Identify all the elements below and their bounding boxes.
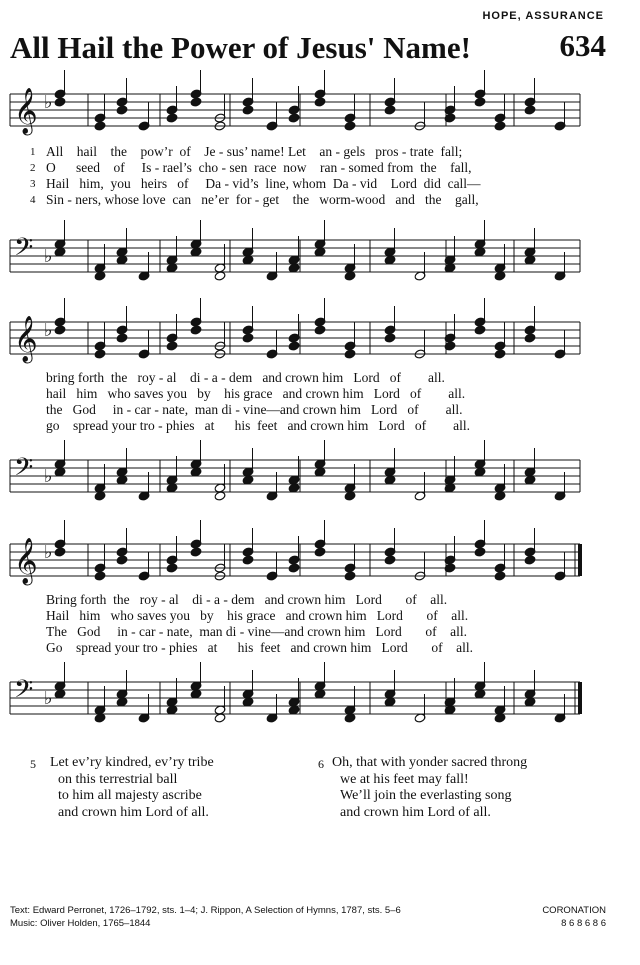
note-head xyxy=(116,555,128,565)
treble-staff-2 xyxy=(0,302,640,372)
note-head xyxy=(242,105,254,115)
bass-clef-icon: 𝄢 xyxy=(14,675,34,710)
treble-clef-icon: 𝄞 xyxy=(14,316,38,362)
note-head xyxy=(54,97,66,107)
note-head xyxy=(494,121,506,131)
stanza-number: 6 xyxy=(318,757,324,771)
verse-number: 2 xyxy=(30,162,36,174)
note-head xyxy=(288,113,300,123)
lyric-line-verse-1: bring forth the roy - al di - a - dem and crown him Lord of all. xyxy=(46,370,445,385)
final-barline xyxy=(578,682,582,714)
lyric-line-verse-2: O seed of Is - rael’s cho - sen race now ran - somed from the fall, xyxy=(46,160,472,175)
note-head xyxy=(344,349,356,359)
note-head xyxy=(494,349,506,359)
note-head xyxy=(474,325,486,335)
lyric-line-verse-4: Sin - ners, whose love can ne’er for - get the worm-wood and the gall, xyxy=(46,192,479,207)
flat-key-signature-icon: ♭ xyxy=(44,466,53,487)
note-head xyxy=(314,547,326,557)
note-head xyxy=(524,105,536,115)
credits xyxy=(10,905,401,930)
note-head xyxy=(474,547,486,557)
note-head xyxy=(190,547,202,557)
stanza-line: to him all majesty ascribe xyxy=(58,788,202,803)
flat-key-signature-icon: ♭ xyxy=(44,320,53,341)
treble-clef-icon: 𝄞 xyxy=(14,538,38,584)
stanza-line: We’ll join the everlasting song xyxy=(340,788,512,803)
note-head xyxy=(190,97,202,107)
note-head xyxy=(166,113,178,123)
lyric-line-verse-1: All hail the pow’r of Je - sus’ name! Let an - gels pros - trate fall; xyxy=(46,144,463,159)
note-head xyxy=(288,341,300,351)
note-head xyxy=(384,333,396,343)
verse-number: 1 xyxy=(30,146,36,158)
section-heading: HOPE, ASSURANCE xyxy=(482,10,604,22)
music-credit: Music: Oliver Holden, 1765–1844 xyxy=(10,917,151,929)
note-head xyxy=(116,333,128,343)
lyric-line-verse-4: go spread your tro - phies at his feet and crown him Lord of all. xyxy=(46,418,471,433)
note-head xyxy=(242,333,254,343)
tune-name: CORONATION xyxy=(542,905,606,916)
lyric-line-verse-3: the God in - car - nate, man di - vine—and crown him Lord of all. xyxy=(46,402,463,417)
note-head xyxy=(474,97,486,107)
bass-clef-icon: 𝄢 xyxy=(14,233,34,268)
stanza-number: 5 xyxy=(30,757,36,771)
note-head xyxy=(314,97,326,107)
note-head xyxy=(242,555,254,565)
note-head xyxy=(94,121,106,131)
text-credit: Text: Edward Perronet, 1726–1792, sts. 1–4; J. Rippon, A Selection of Hymns, 1787, sts. 5–6 xyxy=(10,905,401,916)
note-head xyxy=(116,105,128,115)
hymn-number: 634 xyxy=(559,28,606,63)
note-head xyxy=(524,333,536,343)
note-head xyxy=(94,571,106,581)
stanza-6 xyxy=(332,755,527,821)
treble-staff-1 xyxy=(0,74,640,144)
bass-staff-1 xyxy=(0,220,640,290)
tune-info xyxy=(542,905,606,930)
note-head xyxy=(288,563,300,573)
note-head xyxy=(344,571,356,581)
bass-staff-2 xyxy=(0,440,640,510)
treble-staff-3 xyxy=(0,524,640,594)
stanza-line: and crown him Lord of all. xyxy=(340,804,491,820)
note-head xyxy=(314,325,326,335)
note-head xyxy=(54,547,66,557)
stanza-line: we at his feet may fall! xyxy=(340,771,469,787)
note-head xyxy=(190,325,202,335)
stanza-line: and crown him Lord of all. xyxy=(58,804,209,820)
lyric-line-verse-2: Hail him who saves you by his grace and crown him Lord of all. xyxy=(46,608,469,623)
flat-key-signature-icon: ♭ xyxy=(44,688,53,709)
note-head xyxy=(54,325,66,335)
final-barline xyxy=(578,544,582,576)
treble-clef-icon: 𝄞 xyxy=(14,88,38,134)
stanza-line: on this terrestrial ball xyxy=(58,771,178,787)
stanza-line: Oh, that with yonder sacred throng xyxy=(332,755,528,770)
note-head xyxy=(524,555,536,565)
flat-key-signature-icon: ♭ xyxy=(44,92,53,113)
lyric-line-verse-3: Hail him, you heirs of Da - vid’s line, whom Da - vid Lord did call— xyxy=(46,176,481,191)
lyric-line-verse-3: The God in - car - nate, man di - vine—and crown him Lord of all. xyxy=(46,624,468,639)
verse-number: 3 xyxy=(30,178,36,190)
lyric-line-verse-1: Bring forth the roy - al di - a - dem and crown him Lord of all. xyxy=(46,592,448,607)
note-head xyxy=(494,571,506,581)
flat-key-signature-icon: ♭ xyxy=(44,246,53,267)
lyric-line-verse-4: Go spread your tro - phies at his feet and crown him Lord of all. xyxy=(46,640,474,655)
bass-clef-icon: 𝄢 xyxy=(14,453,34,488)
note-head xyxy=(344,121,356,131)
stanza-line: Let ev’ry kindred, ev’ry tribe xyxy=(50,755,214,770)
flat-key-signature-icon: ♭ xyxy=(44,542,53,563)
lyric-line-verse-2: hail him who saves you by his grace and crown him Lord of all. xyxy=(46,386,466,401)
hymn-title: All Hail the Power of Jesus' Name! xyxy=(10,30,471,65)
note-head xyxy=(94,349,106,359)
note-head xyxy=(384,105,396,115)
verse-number: 4 xyxy=(30,194,36,206)
note-head xyxy=(384,555,396,565)
note-head xyxy=(166,563,178,573)
tune-meter: 8 6 8 6 8 6 xyxy=(561,917,606,929)
stanza-5 xyxy=(50,755,214,821)
note-head xyxy=(166,341,178,351)
bass-staff-3 xyxy=(0,662,640,732)
